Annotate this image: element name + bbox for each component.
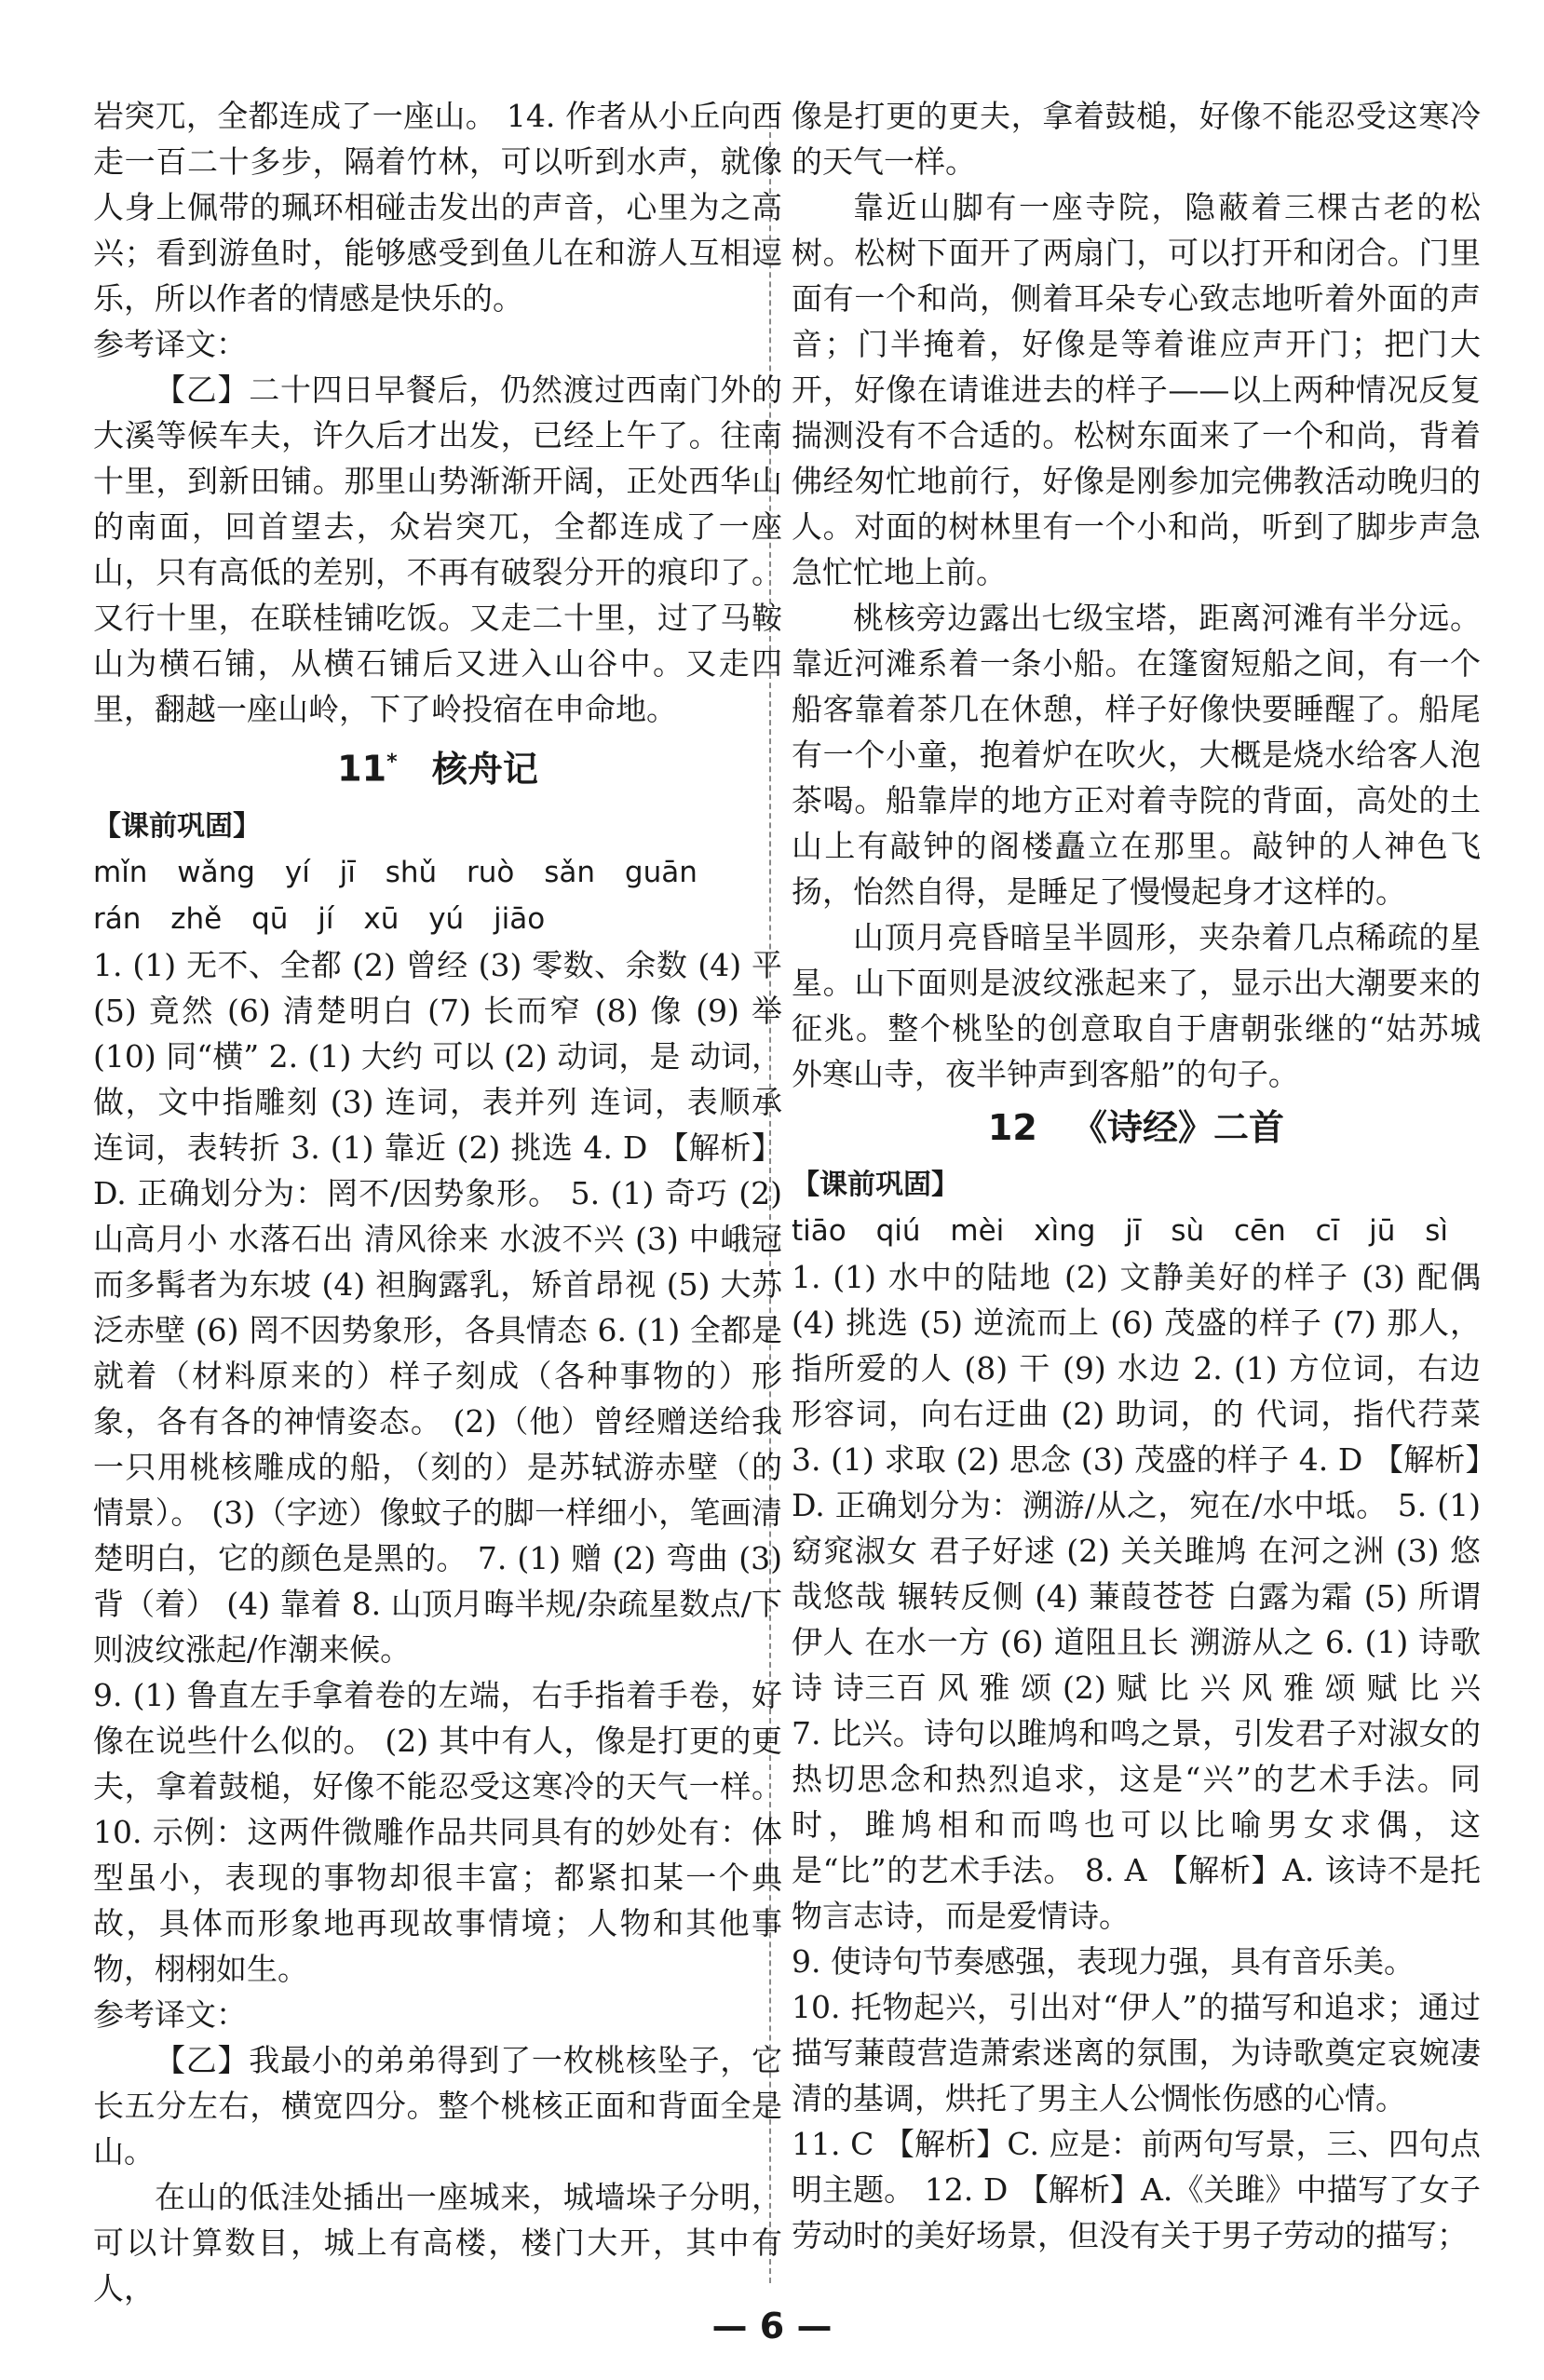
pinyin-line: rán zhě qū jí xū yú jiāo [93,901,546,936]
reference-translation-label: 参考译文： [93,1995,247,2033]
optional-star: * [386,751,398,774]
section-label: 【课前巩固】 [93,809,261,843]
translation-paragraph: 像是打更的更夫，拿着鼓槌，好像不能忍受这寒冷的天气一样。 [792,98,1481,180]
answers-1-8: 1. (1) 无不、全都 (2) 曾经 (3) 零数、余数 (4) 平 (5) 竟然 (6) 清楚明白 (7) 长而窄 (8) 像 (9) 举 (10) 同“横” 2. (1) 大约 可以 (2) 动词，是 动词，做，文中指雕刻 (3) 连词，表并列 连词，表顺承 连词，表转折 3. (1) 靠近 (2) 挑选 4. D 【解析】D. 正确划分为：罔不/因势象形。 5. (1) 奇巧 (2) 山高月小 水落石出 清风徐来 水波不兴 (3) 中峨冠而多髯者为东坡 (4) 袒胸露乳，矫首昂视 (5) 大苏泛赤壁 (6) 罔不因势象形，各具情态 6. (1) 全都是就着（材料原来的）样子刻成（各种事物的）形象，各有各的神情姿态。 (2)（他）曾经赠送给我一只用桃核雕成的船，（刻的）是苏轼游赤壁（的情景）。 (3)（字迹）像蚊子的脚一样细小，笔画清楚明白，它的颜色是黑的。 7. (1) 赠 (2) 弯曲 (3) 背（着） (4) 靠着 8. 山顶月晦半规/杂疏星数点/下则波纹涨起/作潮来候。 [93,946,792,1668]
translation-paragraph: 在山的低洼处插出一座城来，城墙垛子分明，可以计算数目，城上有高楼，楼门大开，其中有人， [93,2178,782,2306]
page-number: — 6 — [711,2306,833,2346]
translation-paragraph: 山顶月亮昏暗呈半圆形，夹杂着几点稀疏的星星。山下面则是波纹涨起来了，显示出大潮要来的征兆。整个桃坠的创意取自于唐朝张继的“姑苏城外寒山寺，夜半钟声到客船”的句子。 [792,919,1481,1092]
answer-10: 10. 托物起兴，引出对“伊人”的描写和追求；通过描写蒹葭营造萧索迷离的氛围，为诗歌奠定哀婉凄清的基调，烘托了男主人公惆怅伤感的心情。 [792,1989,1481,2116]
translation-paragraph-yi: 【乙】二十四日早餐后，仍然渡过西南门外的大溪等候车夫，许久后才出发，已经上午了。往南十里，到新田铺。那里山势渐渐开阔，正处西华山的南面，回首望去，众岩突兀，全都连成了一座山，只有高低的差别，不再有破裂分开的痕印了。又行十里，在联桂铺吃饭。又走二十里，过了马鞍山为横石铺，从横石铺后又进入山谷中。又走四里，翻越一座山岭，下了岭投宿在申命地。 [93,372,782,727]
answer-paragraph-14: 岩突兀，全都连成了一座山。 14. 作者从小丘向西走一百二十多步，隔着竹林，可以听到水声，就像人身上佩带的珮环相碰击发出的声音，心里为之高兴；看到游鱼时，能够感受到鱼儿在和游人互相逗乐，所以作者的情感是快乐的。 [93,98,782,317]
pinyin-line: mǐn wǎng yí jī shǔ ruò sǎn guān [93,855,698,889]
lesson-heading-11 [93,739,782,792]
translation-paragraph: 靠近山脚有一座寺院，隐蔽着三棵古老的松树。松树下面开了两扇门，可以打开和闭合。门里面有一个和尚，侧着耳朵专心致志地听着外面的声音；门半掩着，好像是等着谁应声开门；把门大开，好像在请谁进去的样子——以上两种情况反复揣测没有不合适的。松树东面来了一个和尚，背着佛经匆忙地前行，好像是刚参加完佛教活动晚归的人。对面的树林里有一个小和尚，听到了脚步声急急忙忙地上前。 [792,189,1481,590]
lesson-number: 12 [987,1107,1037,1148]
lesson-number: 11 [337,748,387,790]
right-column [792,93,1491,2258]
lesson-title: 《诗经》二首 [1072,1107,1285,1148]
lesson-heading-12 [792,1104,1481,1151]
left-column [93,93,792,2311]
pinyin-line: tiāo qiú mèi xìng jī sù cēn cī jū sì [792,1214,1448,1248]
section-label: 【课前巩固】 [792,1169,959,1201]
answers-11-12: 11. C 【解析】C. 应是：前两句写景，三、四句点明主题。 12. D 【解析】A.《关雎》中描写了女子劳动时的美好场景，但没有关于男子劳动的描写； [792,2126,1481,2253]
lesson-title: 核舟记 [431,748,538,790]
translation-paragraph: 【乙】我最小的弟弟得到了一枚桃核坠子，它长五分左右，横宽四分。整个桃核正面和背面全是山。 [93,2041,782,2170]
answers-9-10: 9. (1) 鲁直左手拿着卷的左端，右手指着手卷，好像在说些什么似的。 (2) 其中有人，像是打更的更夫，拿着鼓槌，好像不能忍受这寒冷的天气一样。 10. 示例：这两件微雕作品共同具有的妙处有：体型虽小，表现的事物却很丰富；都紧扣某一个典故，具体而形象地再现故事情境；人物和其他事物，栩栩如生。 [93,1676,792,1987]
reference-translation-label: 参考译文： [93,326,247,362]
answer-9: 9. 使诗句节奏感强，表现力强，具有音乐美。 [792,1943,1415,1980]
answers-1-8: 1. (1) 水中的陆地 (2) 文静美好的样子 (3) 配偶 (4) 挑选 (5) 逆流而上 (6) 茂盛的样子 (7) 那人，指所爱的人 (8) 干 (9) 水边 2. (1) 方位词，右边 形容词，向右迂曲 (2) 助词，的 代词，指代荇菜 3. (1) 求取 (2) 思念 (3) 茂盛的样子 4. D 【解析】D. 正确划分为：溯游/从之，宛在/水中坻。 5. (1) 窈窕淑女 君子好逑 (2) 关关雎鸠 在河之洲 (3) 悠哉悠哉 辗转反侧 (4) 蒹葭苍苍 白露为霜 (5) 所谓伊人 在水一方 (6) 道阻且长 溯游从之 6. (1) 诗歌 诗 诗三百 风 雅 颂 (2) 赋 比 兴 风 雅 颂 赋 比 兴 7. 比兴。诗句以雎鸠和鸣之景，引发君子对淑女的热切思念和热烈追求，这是“兴”的艺术手法。同时，雎鸠相和而鸣也可以比喻男女求偶，这是“比”的艺术手法。 8. A 【解析】A. 该诗不是托物言志诗，而是爱情诗。 [792,1259,1491,1934]
translation-paragraph: 桃核旁边露出七级宝塔，距离河滩有半分远。靠近河滩系着一条小船。在篷窗短船之间，有一个船客靠着茶几在休憩，样子好像快要睡醒了。船尾有一个小童，抱着炉在吹火，大概是烧水给客人泡茶喝。船靠岸的地方正对着寺院的背面，高处的土山上有敲钟的阁楼矗立在那里。敲钟的人神色飞扬，怡然自得，是睡足了慢慢起身才这样的。 [792,600,1481,910]
